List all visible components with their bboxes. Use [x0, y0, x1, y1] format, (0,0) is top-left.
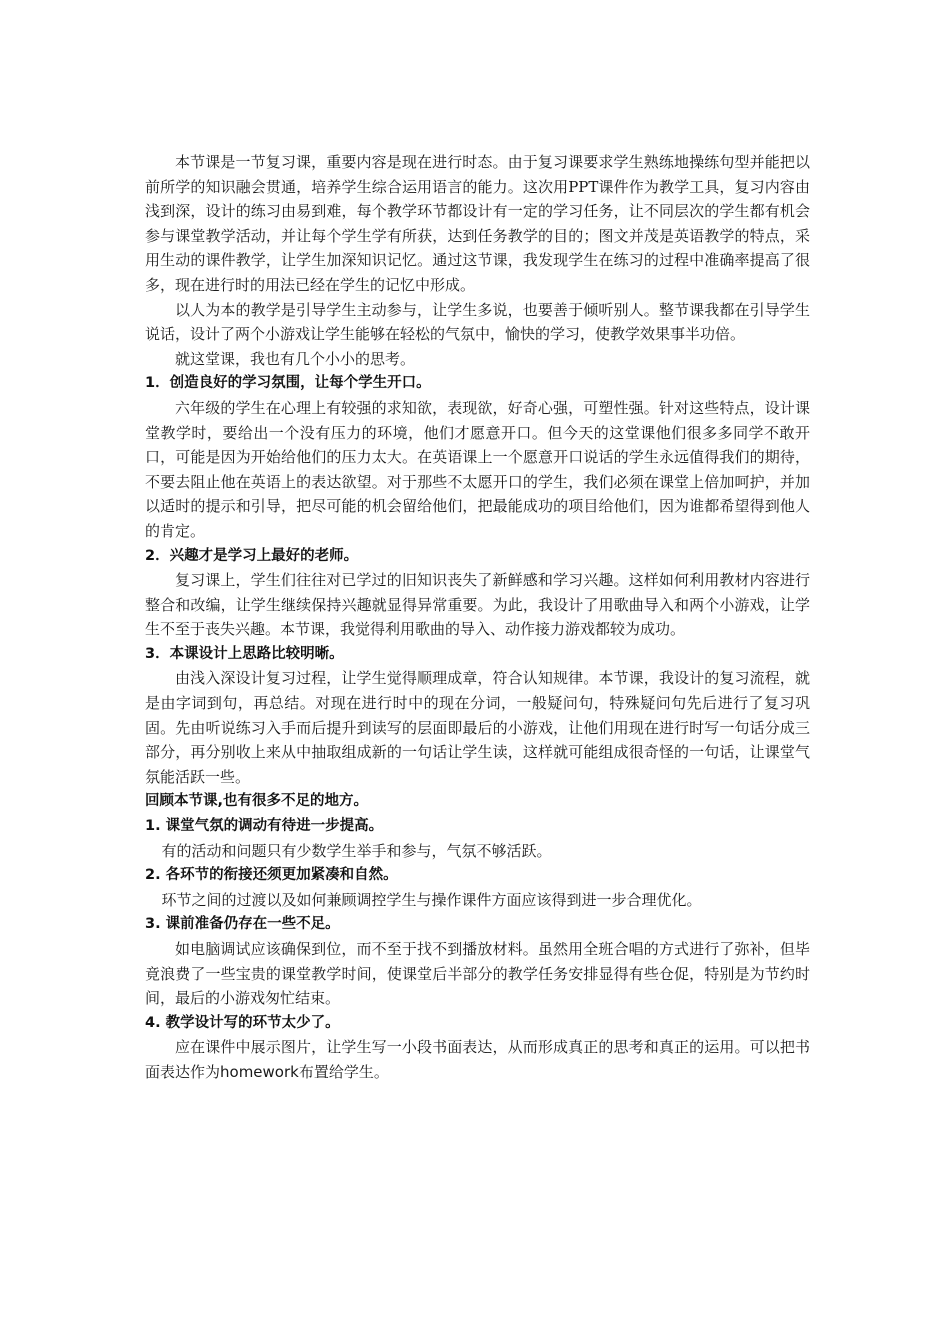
- paragraph-intro: 本节课是一节复习课，重要内容是现在进行时态。由于复习课要求学生熟练地操练句型并能把以前所学的知识融会贯通，培养学生综合运用语言的能力。这次用PPT课件作为教学工具，复习内容由浅到深，设计的练习由易到难，每个教学环节都设计有一定的学习任务，让不同层次的学生都有机会参与课堂教学活动，并让每个学生学有所获，达到任务教学的目的；图文并茂是英语教学的特点，采用生动的课件教学，让学生加深知识记忆。通过这节课，我发现学生在练习的过程中准确率提高了很多，现在进行时的用法已经在学生的记忆中形成。: [145, 153, 810, 294]
- heading-review: 回顾本节课,也有很多不足的地方。: [145, 793, 369, 810]
- paragraph-point-2: 复习课上，学生们往往对已学过的旧知识丧失了新鲜感和学习兴趣。这样如何利用教材内容进行整合和改编，让学生继续保持兴趣就显得异常重要。为此，我设计了用歌曲导入和两个小游戏，让学生不至于丧失兴趣。本节课，我觉得利用歌曲的导入、动作接力游戏都较为成功。: [145, 571, 810, 639]
- heading-shortcoming-4: 4. 教学设计写的环节太少了。: [145, 1014, 340, 1031]
- paragraph-reflection-intro: 就这堂课，我也有几个小小的思考。: [175, 349, 416, 368]
- heading-point-2: 2．兴趣才是学习上最好的老师。: [145, 547, 359, 564]
- paragraph-point-1: 六年级的学生在心理上有较强的求知欲，表现欲，好奇心强，可塑性强。针对这些特点，设计课堂教学时，要给出一个没有压力的环境，他们才愿意开口。但今天的这堂课他们很多多同学不敢开口，可能是因为开始给他们的压力太大。在英语课上一个愿意开口说话的学生永远值得我们的期待，不要去阻止他在英语上的表达欲望。对于那些不太愿开口的学生，我们必须在课堂上倍加呵护，并加以适时的提示和引导，把尽可能的机会留给他们，把最能成功的项目给他们，因为谁都希望得到他人的肯定。: [145, 398, 810, 540]
- heading-shortcoming-2: 2. 各环节的衔接还须更加紧凑和自然。: [145, 867, 398, 884]
- paragraph-people-oriented: 以人为本的教学是引导学生主动参与，让学生多说，也要善于倾听别人。整节课我都在引导学生说话，设计了两个小游戏让学生能够在轻松的气氛中，愉快的学习，使教学效果事半功倍。: [145, 300, 810, 344]
- heading-point-3: 3．本课设计上思路比较明晰。: [145, 645, 344, 662]
- heading-point-1: 1．创造良好的学习氛围，让每个学生开口。: [145, 375, 431, 392]
- paragraph-shortcoming-1: 有的活动和问题只有少数学生举手和参与，气氛不够活跃。: [161, 841, 552, 860]
- paragraph-shortcoming-4-text-b: 布置给学生。: [298, 1062, 389, 1081]
- paragraph-shortcoming-3: 如电脑调试应该确保到位，而不至于找不到播放材料。虽然用全班合唱的方式进行了弥补，但毕竟浪费了一些宝贵的课堂教学时间，使课堂后半部分的教学任务安排显得有些仓促，特别是为节约时间，最后的小游戏匆忙结束。: [145, 940, 810, 1008]
- paragraph-shortcoming-4-text-a: 应在课件中展示图片，让学生写一小段书面表达，从而形成真正的思考和真正的运用。可以把书面表达作为: [145, 1038, 810, 1081]
- document-body: [145, 150, 810, 1085]
- heading-shortcoming-3: 3. 课前准备仍存在一些不足。: [145, 916, 340, 933]
- homework-word: homework: [220, 1062, 299, 1081]
- paragraph-shortcoming-2: 环节之间的过渡以及如何兼顾调控学生与操作课件方面应该得到进一步合理优化。: [161, 890, 702, 909]
- heading-shortcoming-1: 1. 课堂气氛的调动有待进一步提高。: [145, 818, 384, 835]
- paragraph-point-3: 由浅入深设计复习过程，让学生觉得顺理成章，符合认知规律。本节课，我设计的复习流程，就是由字词到句，再总结。对现在进行时中的现在分词，一般疑问句，特殊疑问句先后进行了复习巩固。先由听说练习入手而后提升到读写的层面即最后的小游戏，让他们用现在进行时写一句话分成三部分，再分别收上来从中抽取组成新的一句话让学生读，这样就可能组成很奇怪的一句话，让课堂气氛能活跃一些。: [145, 669, 810, 786]
- paragraph-shortcoming-4: [145, 1035, 810, 1084]
